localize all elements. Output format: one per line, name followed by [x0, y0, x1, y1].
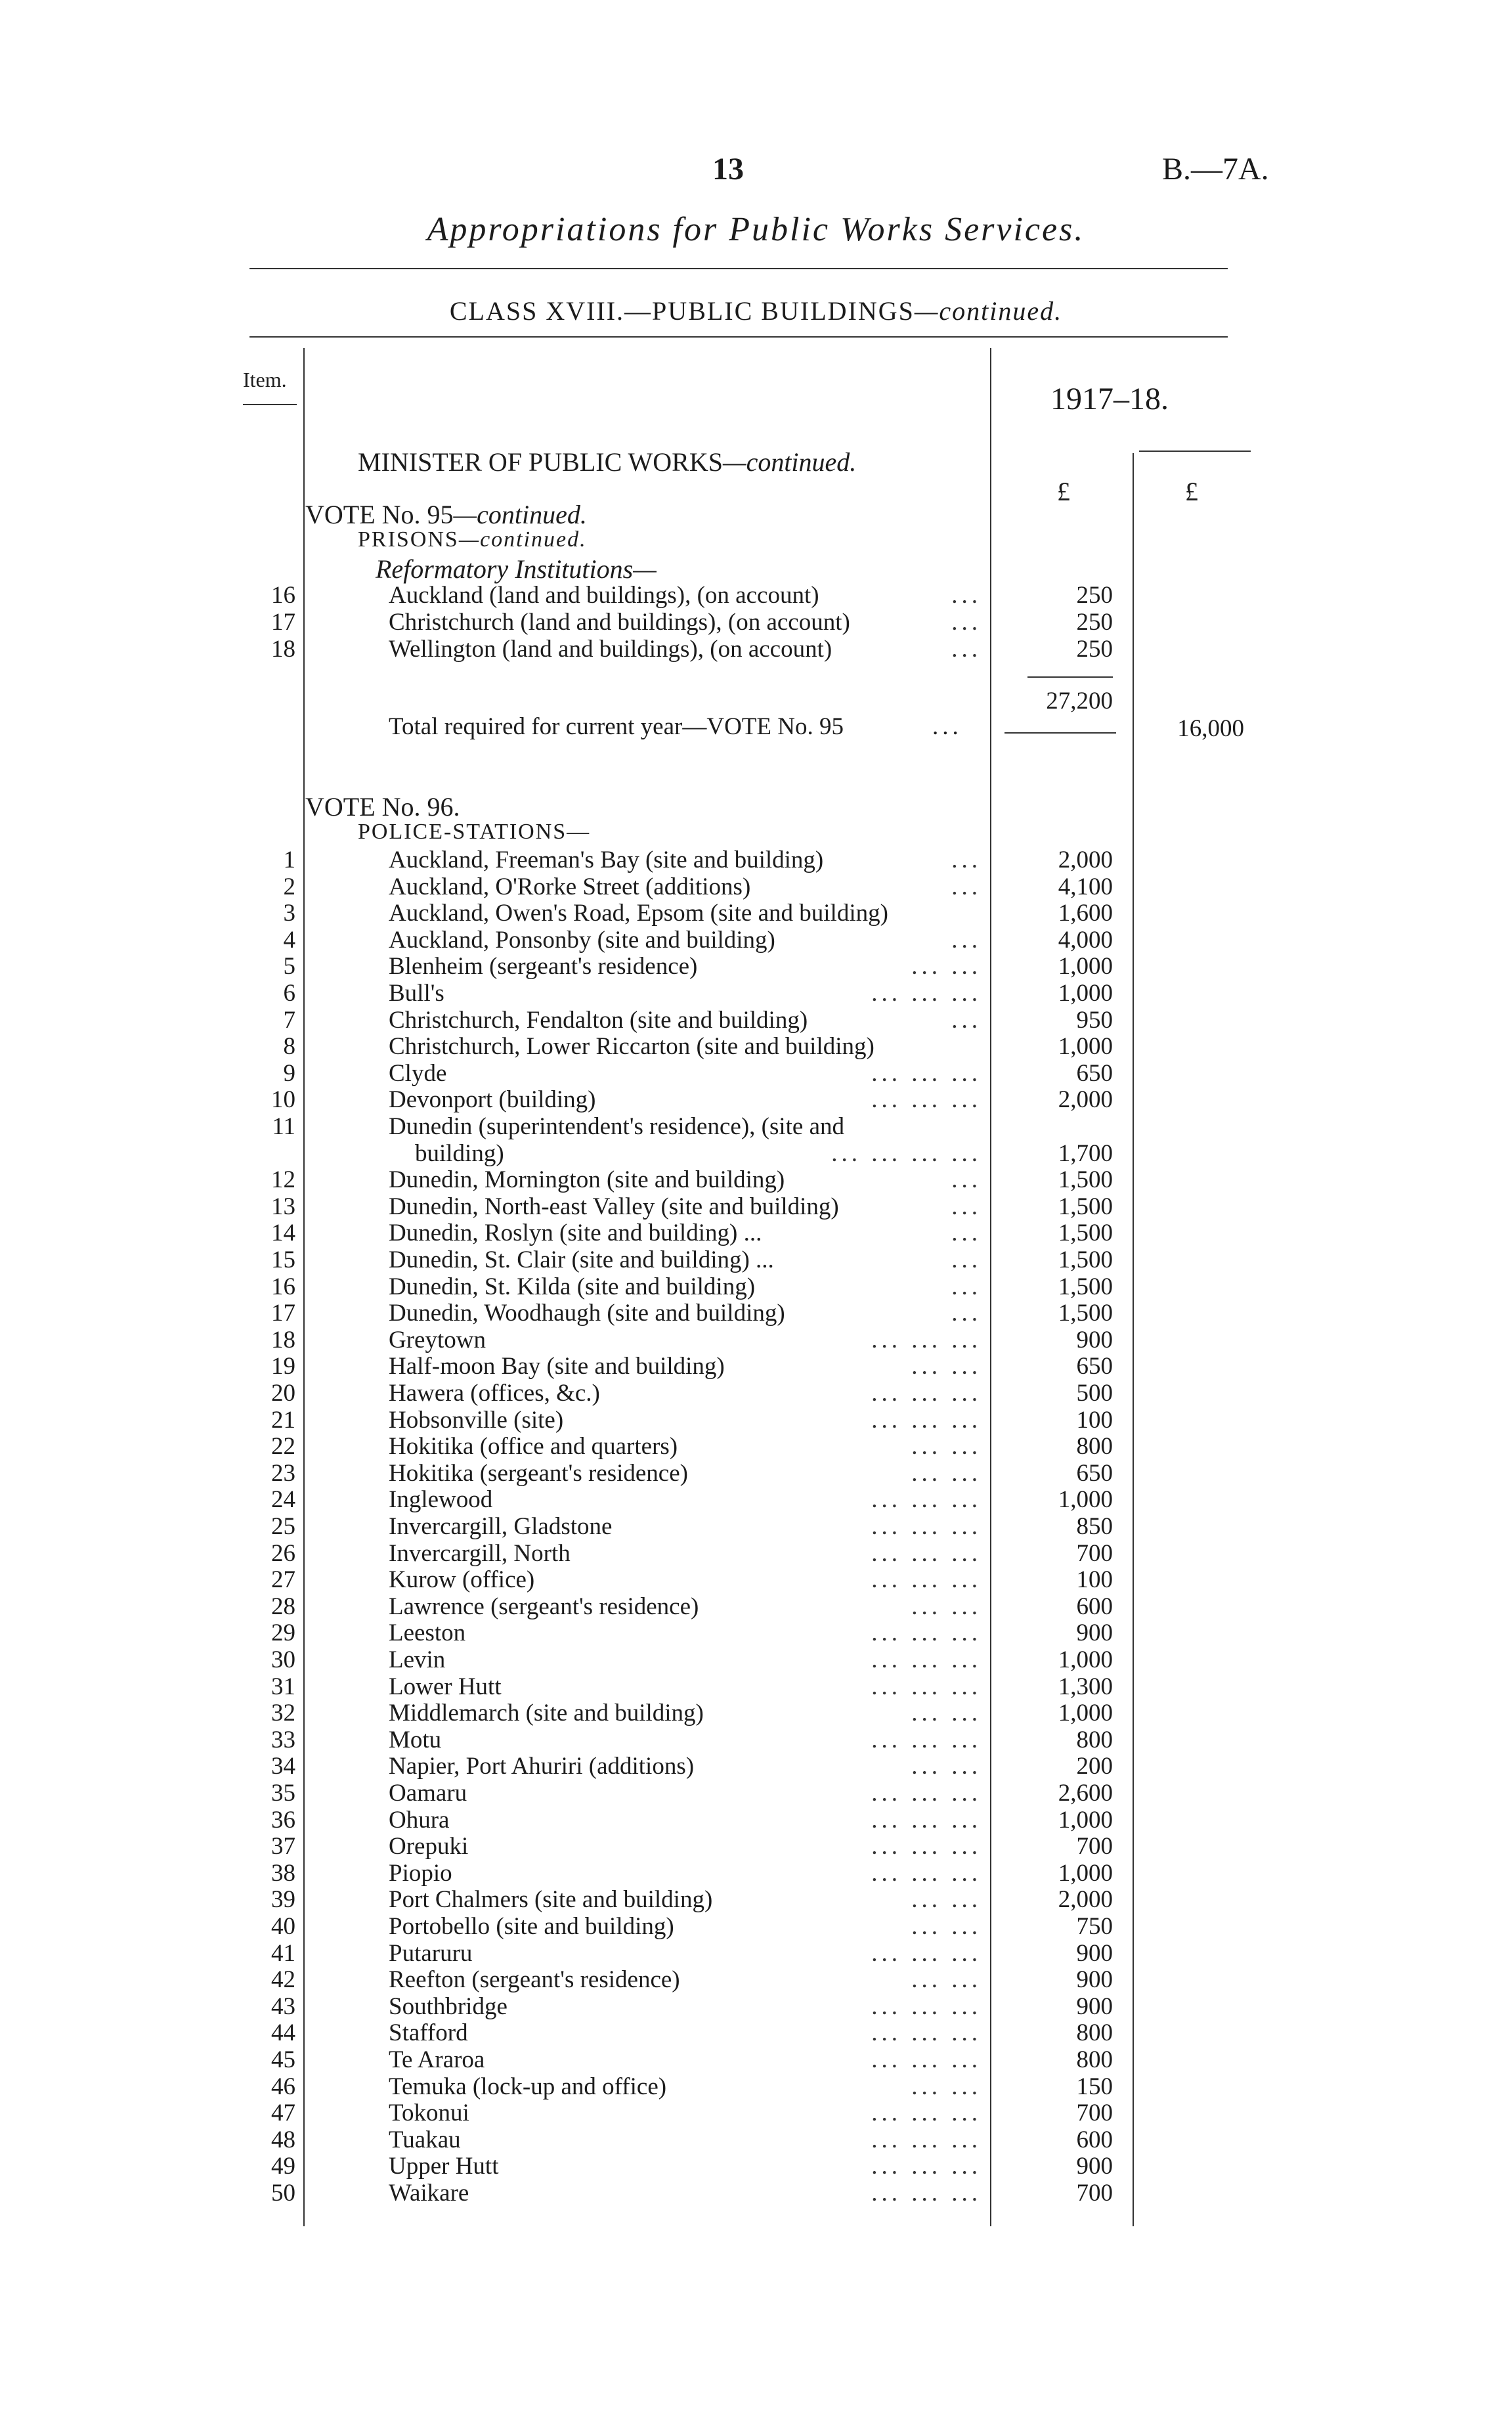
item-description: Bull's: [389, 980, 444, 1007]
prisons-heading: [358, 527, 587, 552]
class-heading: [0, 296, 1512, 326]
item-description: Dunedin, Roslyn (site and building) ...: [389, 1220, 762, 1247]
table-row: [0, 1779, 1512, 1806]
item-amount: 4,000: [1058, 926, 1113, 954]
item-amount: 2,000: [1058, 1886, 1113, 1914]
item-description: Te Araroa: [389, 2046, 485, 2073]
vote-95-continued: —continued.: [453, 500, 587, 529]
leader-dots: ... ... ...: [871, 1673, 982, 1700]
item-amount: 700: [1076, 1539, 1113, 1567]
minister-heading: [358, 447, 856, 477]
leader-dots: ... ... ...: [871, 1646, 982, 1673]
item-description: Dunedin, Woodhaugh (site and building): [389, 1300, 785, 1327]
item-amount: 950: [1076, 1006, 1113, 1034]
item-amount: 800: [1076, 2019, 1113, 2047]
leader-dots: ... ...: [911, 1753, 982, 1780]
prisons-label: PRISONS: [358, 527, 459, 552]
item-number: 28: [271, 1593, 295, 1620]
item-amount: 650: [1076, 1059, 1113, 1087]
total-header-rule: [1139, 451, 1251, 452]
item-number: 33: [271, 1726, 295, 1753]
table-row: [0, 1992, 1512, 2019]
table-row: [0, 2179, 1512, 2206]
table-row: [0, 1752, 1512, 1779]
table-row: [0, 1086, 1512, 1112]
item-number: 20: [271, 1380, 295, 1407]
item-number: 13: [271, 1193, 295, 1220]
table-row: [0, 635, 1512, 662]
item-amount: 200: [1076, 1753, 1113, 1780]
item-description: Lower Hutt: [389, 1673, 502, 1700]
item-amount: 2,600: [1058, 1780, 1113, 1807]
table-row: [0, 1539, 1512, 1566]
item-number: 21: [271, 1406, 295, 1434]
leader-dots: ... ... ...: [871, 1833, 982, 1860]
table-row: [0, 1059, 1512, 1086]
item-number: 1: [283, 847, 295, 873]
table-row: [0, 1032, 1512, 1059]
item-amount: 500: [1076, 1380, 1113, 1407]
item-amount: 900: [1076, 1992, 1113, 2020]
table-row: [0, 1619, 1512, 1646]
leader-dots: ... ...: [911, 2073, 982, 2100]
item-number: 18: [271, 1326, 295, 1353]
item-description: Leeston: [389, 1619, 466, 1647]
leader-dots: ...: [951, 1300, 982, 1327]
item-number: 48: [271, 2126, 295, 2153]
item-number: 19: [271, 1353, 295, 1380]
item-number: 26: [271, 1539, 295, 1567]
item-amount: 1,000: [1058, 1486, 1113, 1514]
leader-dots: ... ... ...: [871, 1513, 982, 1540]
item-number: 42: [271, 1966, 295, 1994]
item-amount: 700: [1076, 2180, 1113, 2207]
leader-dots: ... ... ...: [871, 2100, 982, 2127]
item-description: Tokonui: [389, 2100, 469, 2127]
leader-dots: ... ...: [911, 1459, 982, 1487]
leader-dots: ...: [951, 847, 982, 873]
reformatory-heading: Reformatory Institutions—: [376, 554, 657, 584]
item-description: Southbridge: [389, 1992, 508, 2020]
table-row: [0, 1832, 1512, 1859]
police-stations-heading: POLICE-STATIONS—: [358, 820, 591, 844]
item-amount: 900: [1076, 1966, 1113, 1994]
item-number: 7: [283, 1006, 295, 1034]
class-heading-text: CLASS XVIII.—PUBLIC BUILDINGS: [449, 296, 915, 326]
item-description: Auckland, O'Rorke Street (additions): [389, 873, 751, 900]
item-number: 16: [271, 582, 295, 609]
table-row: [0, 2152, 1512, 2179]
item-description: Devonport (building): [389, 1086, 596, 1114]
item-description: Hawera (offices, &c.): [389, 1380, 600, 1407]
paper-reference: B.—7A.: [1162, 152, 1269, 187]
item-number: 35: [271, 1780, 295, 1807]
table-row: [0, 1593, 1512, 1619]
item-number: 43: [271, 1992, 295, 2020]
leader-dots: ... ... ...: [871, 1619, 982, 1647]
item-description: Reefton (sergeant's residence): [389, 1966, 680, 1994]
item-amount: 600: [1076, 1593, 1113, 1620]
leader-dots: ... ... ... ...: [831, 1139, 982, 1167]
table-row: [0, 1219, 1512, 1246]
item-description: Dunedin, Mornington (site and building): [389, 1166, 785, 1194]
leader-dots: ... ... ...: [871, 2019, 982, 2047]
page-title: Appropriations for Public Works Services.: [427, 211, 1085, 248]
table-row: [0, 1912, 1512, 1939]
vote-95-subtotal: 27,200: [1046, 688, 1113, 715]
table-row: [0, 1112, 1512, 1139]
item-number: 12: [271, 1166, 295, 1194]
leader-dots: ... ... ...: [871, 1992, 982, 2020]
header-rule: [249, 336, 1228, 338]
item-number: 37: [271, 1833, 295, 1860]
item-number: 41: [271, 1939, 295, 1967]
leader-dots: ... ... ...: [871, 2046, 982, 2073]
item-description: Portobello (site and building): [389, 1913, 674, 1940]
item-description: Christchurch, Fendalton (site and building): [389, 1006, 808, 1034]
leader-dots: ... ... ...: [871, 1566, 982, 1594]
item-description: Christchurch, Lower Riccarton (site and building): [389, 1033, 875, 1061]
table-row: [0, 1512, 1512, 1539]
item-amount: 250: [1076, 609, 1113, 636]
item-number: 16: [271, 1273, 295, 1300]
item-number: 38: [271, 1859, 295, 1887]
item-amount: 750: [1076, 1913, 1113, 1940]
item-amount: 1,000: [1058, 980, 1113, 1007]
item-number: 22: [271, 1433, 295, 1461]
item-description: Ohura: [389, 1806, 450, 1834]
item-number: 14: [271, 1220, 295, 1247]
item-number: 8: [283, 1033, 295, 1061]
item-description: Motu: [389, 1726, 442, 1753]
item-number: 9: [283, 1059, 295, 1087]
item-number: 5: [283, 953, 295, 980]
table-row: [0, 1966, 1512, 1992]
item-amount: 900: [1076, 2153, 1113, 2180]
table-row: [0, 1939, 1512, 1966]
leader-dots: ... ...: [911, 1700, 982, 1727]
item-amount: 800: [1076, 2046, 1113, 2073]
table-row: [0, 1406, 1512, 1433]
leader-dots: ... ... ...: [871, 1780, 982, 1807]
title-rule: [249, 268, 1228, 269]
table-row: [0, 899, 1512, 926]
item-amount: 1,500: [1058, 1273, 1113, 1300]
item-number: 32: [271, 1700, 295, 1727]
item-description: Auckland, Freeman's Bay (site and building): [389, 847, 824, 873]
item-amount: 1,500: [1058, 1246, 1113, 1273]
item-number: 29: [271, 1619, 295, 1647]
item-description: Invercargill, North: [389, 1539, 571, 1567]
item-amount: 1,600: [1058, 900, 1113, 927]
leader-dots: ... ... ...: [871, 1059, 982, 1087]
leader-dots: ...: [951, 582, 982, 609]
item-number: 3: [283, 900, 295, 927]
table-row: [0, 1273, 1512, 1300]
item-number: 27: [271, 1566, 295, 1594]
item-description: Auckland, Ponsonby (site and building): [389, 926, 775, 954]
item-description: Auckland (land and buildings), (on account): [389, 582, 819, 609]
item-amount: 1,000: [1058, 1033, 1113, 1061]
item-description: Dunedin, St. Kilda (site and building): [389, 1273, 756, 1300]
item-amount: 800: [1076, 1433, 1113, 1461]
table-row: [0, 1432, 1512, 1459]
item-number: 44: [271, 2019, 295, 2047]
item-description: Oamaru: [389, 1780, 467, 1807]
leader-dots: ...: [951, 1220, 982, 1247]
item-amount: 1,000: [1058, 1646, 1113, 1673]
leader-dots: ...: [951, 873, 982, 900]
item-header-rule: [243, 404, 297, 405]
leader-dots: ... ...: [911, 1593, 982, 1620]
item-amount: 700: [1076, 1833, 1113, 1860]
item-amount: 150: [1076, 2073, 1113, 2100]
leader-dots: ... ... ...: [871, 1406, 982, 1434]
item-amount: 900: [1076, 1326, 1113, 1353]
currency-symbol-2: £: [1185, 477, 1198, 506]
vote-95-heading: [305, 499, 587, 530]
leader-dots: ... ... ...: [871, 2126, 982, 2153]
item-number: 23: [271, 1459, 295, 1487]
item-amount: 2,000: [1058, 1086, 1113, 1114]
item-description: Stafford: [389, 2019, 468, 2047]
leader-dots: ... ...: [911, 1353, 982, 1380]
item-number: 36: [271, 1806, 295, 1834]
item-description: Piopio: [389, 1859, 452, 1887]
item-number: 4: [283, 926, 295, 954]
item-amount: 1,000: [1058, 953, 1113, 980]
item-amount: 1,500: [1058, 1166, 1113, 1194]
table-row: [0, 2073, 1512, 2100]
leader-dots: ... ...: [911, 1966, 982, 1994]
leader-dots: ... ... ...: [871, 980, 982, 1007]
leader-dots: ...: [951, 926, 982, 954]
item-description: Waikare: [389, 2180, 469, 2207]
item-number: 40: [271, 1913, 295, 1940]
item-amount: 1,500: [1058, 1220, 1113, 1247]
table-row: [0, 608, 1512, 635]
vote-95-label: VOTE No. 95: [305, 500, 454, 529]
item-description: Middlemarch (site and building): [389, 1700, 704, 1727]
table-row: [0, 1139, 1512, 1166]
item-amount: 1,000: [1058, 1806, 1113, 1834]
table-row: [0, 873, 1512, 900]
leader-dots: ... ... ...: [871, 2180, 982, 2207]
item-number: 6: [283, 980, 295, 1007]
table-row: [0, 1699, 1512, 1726]
item-description: Hokitika (office and quarters): [389, 1433, 678, 1461]
table-row: [0, 926, 1512, 953]
leader-dots: ... ...: [911, 1886, 982, 1914]
item-description: Inglewood: [389, 1486, 493, 1514]
table-row: [0, 979, 1512, 1006]
item-description: Hokitika (sergeant's residence): [389, 1459, 688, 1487]
item-description: Christchurch (land and buildings), (on account): [389, 609, 850, 636]
leader-dots: ...: [951, 1006, 982, 1034]
vote-96-heading: VOTE No. 96.: [305, 792, 460, 822]
table-row: [0, 1726, 1512, 1753]
minister-continued: —continued.: [723, 447, 857, 477]
item-amount: 1,700: [1058, 1139, 1113, 1167]
table-row: [0, 1352, 1512, 1379]
table-row: [0, 1459, 1512, 1486]
item-number: 17: [271, 1300, 295, 1327]
item-column-header: Item.: [243, 368, 287, 391]
item-description: Levin: [389, 1646, 446, 1673]
prisons-continued: —continued.: [458, 527, 587, 552]
table-row: [0, 2099, 1512, 2126]
table-row: [0, 2126, 1512, 2153]
item-description: Hobsonville (site): [389, 1406, 564, 1434]
item-description: building): [415, 1139, 504, 1167]
vote-95-total: 16,000: [1177, 715, 1244, 742]
table-row: [0, 1859, 1512, 1886]
item-number: 39: [271, 1886, 295, 1914]
leader-dots: ... ... ...: [871, 1726, 982, 1753]
leader-dots: ... ... ...: [871, 1939, 982, 1967]
item-number: 49: [271, 2153, 295, 2180]
item-number: 2: [283, 873, 295, 900]
leader-dots: ... ... ...: [871, 2153, 982, 2180]
table-row: [0, 1485, 1512, 1512]
leader-dots: ... ...: [911, 1433, 982, 1461]
item-description: Clyde: [389, 1059, 447, 1087]
item-amount: 1,500: [1058, 1193, 1113, 1220]
table-row: [0, 1673, 1512, 1700]
item-description: Kurow (office): [389, 1566, 535, 1594]
item-number: 50: [271, 2180, 295, 2207]
table-row: [0, 1566, 1512, 1593]
item-description: Lawrence (sergeant's residence): [389, 1593, 699, 1620]
item-number: 30: [271, 1646, 295, 1673]
item-amount: 800: [1076, 1726, 1113, 1753]
item-amount: 650: [1076, 1459, 1113, 1487]
currency-symbol-1: £: [1057, 477, 1070, 506]
subtotal-rule: [1027, 676, 1113, 678]
item-description: Dunedin (superintendent's residence), (site and: [389, 1113, 845, 1140]
leader-dots: ... ... ...: [871, 1859, 982, 1887]
item-number: 46: [271, 2073, 295, 2100]
item-amount: 1,300: [1058, 1673, 1113, 1700]
leader-dots: ... ... ...: [871, 1539, 982, 1567]
item-amount: 1,500: [1058, 1300, 1113, 1327]
item-amount: 100: [1076, 1566, 1113, 1594]
item-description: Invercargill, Gladstone: [389, 1513, 613, 1540]
year-column-header: 1917–18.: [1050, 382, 1169, 416]
class-heading-continued: —continued.: [914, 296, 1063, 326]
item-number: 45: [271, 2046, 295, 2073]
table-row: [0, 1806, 1512, 1833]
item-number: 10: [271, 1086, 295, 1114]
table-row: [0, 1326, 1512, 1353]
leader-dots: ...: [951, 636, 982, 663]
item-amount: 100: [1076, 1406, 1113, 1434]
item-amount: 650: [1076, 1353, 1113, 1380]
leader-dots: ... ...: [911, 1913, 982, 1940]
item-amount: 2,000: [1058, 847, 1113, 873]
table-row: [0, 952, 1512, 979]
item-amount: 1,000: [1058, 1859, 1113, 1887]
item-amount: 900: [1076, 1939, 1113, 1967]
item-number: 47: [271, 2100, 295, 2127]
item-description: Dunedin, North-east Valley (site and building): [389, 1193, 839, 1220]
table-row: [0, 846, 1512, 873]
leader-dots: ... ... ...: [871, 1380, 982, 1407]
leader-dots: ... ... ...: [871, 1086, 982, 1114]
table-row: [0, 1166, 1512, 1193]
item-amount: 600: [1076, 2126, 1113, 2153]
item-description: Half-moon Bay (site and building): [389, 1353, 725, 1380]
item-description: Putaruru: [389, 1939, 473, 1967]
item-description: Auckland, Owen's Road, Epsom (site and building): [389, 900, 888, 927]
leader-dots: ...: [951, 1193, 982, 1220]
item-number: 15: [271, 1246, 295, 1273]
table-row: [0, 2046, 1512, 2073]
item-number: 18: [271, 636, 295, 663]
item-description: Tuakau: [389, 2126, 461, 2153]
table-row: [0, 581, 1512, 608]
vote-95-total-dots: ...: [932, 713, 962, 740]
table-row: [0, 1646, 1512, 1673]
item-number: 31: [271, 1673, 295, 1700]
minister-label: MINISTER OF PUBLIC WORKS: [358, 447, 723, 477]
item-amount: 4,100: [1058, 873, 1113, 900]
table-row: [0, 1006, 1512, 1033]
item-amount: 250: [1076, 582, 1113, 609]
item-number: 17: [271, 609, 295, 636]
table-row: [0, 2019, 1512, 2046]
item-description: Blenheim (sergeant's residence): [389, 953, 698, 980]
item-number: 24: [271, 1486, 295, 1514]
table-row: [0, 1193, 1512, 1220]
page-number: 13: [712, 152, 744, 187]
item-description: Wellington (land and buildings), (on account): [389, 636, 832, 663]
leader-dots: ...: [951, 1166, 982, 1194]
table-row: [0, 1379, 1512, 1406]
vote-95-total-label: Total required for current year—VOTE No. 95: [389, 713, 844, 740]
table-row: [0, 1885, 1512, 1912]
item-amount: 700: [1076, 2100, 1113, 2127]
leader-dots: ...: [951, 1273, 982, 1300]
item-amount: 250: [1076, 636, 1113, 663]
table-row: [0, 1246, 1512, 1273]
table-row: [0, 1299, 1512, 1326]
item-number: 25: [271, 1513, 295, 1540]
item-description: Napier, Port Ahuriri (additions): [389, 1753, 695, 1780]
item-description: Temuka (lock-up and office): [389, 2073, 667, 2100]
item-number: 11: [272, 1113, 295, 1140]
subtotal-bottom-rule: [1004, 732, 1116, 734]
leader-dots: ... ...: [911, 953, 982, 980]
item-description: Upper Hutt: [389, 2153, 499, 2180]
leader-dots: ... ... ...: [871, 1326, 982, 1353]
item-description: Dunedin, St. Clair (site and building) ...: [389, 1246, 774, 1273]
leader-dots: ...: [951, 1246, 982, 1273]
leader-dots: ... ... ...: [871, 1806, 982, 1834]
leader-dots: ...: [951, 609, 982, 636]
item-number: 34: [271, 1753, 295, 1780]
item-description: Port Chalmers (site and building): [389, 1886, 713, 1914]
item-description: Orepuki: [389, 1833, 469, 1860]
item-description: Greytown: [389, 1326, 486, 1353]
leader-dots: ... ... ...: [871, 1486, 982, 1514]
item-amount: 850: [1076, 1513, 1113, 1540]
item-amount: 900: [1076, 1619, 1113, 1647]
item-amount: 1,000: [1058, 1700, 1113, 1727]
